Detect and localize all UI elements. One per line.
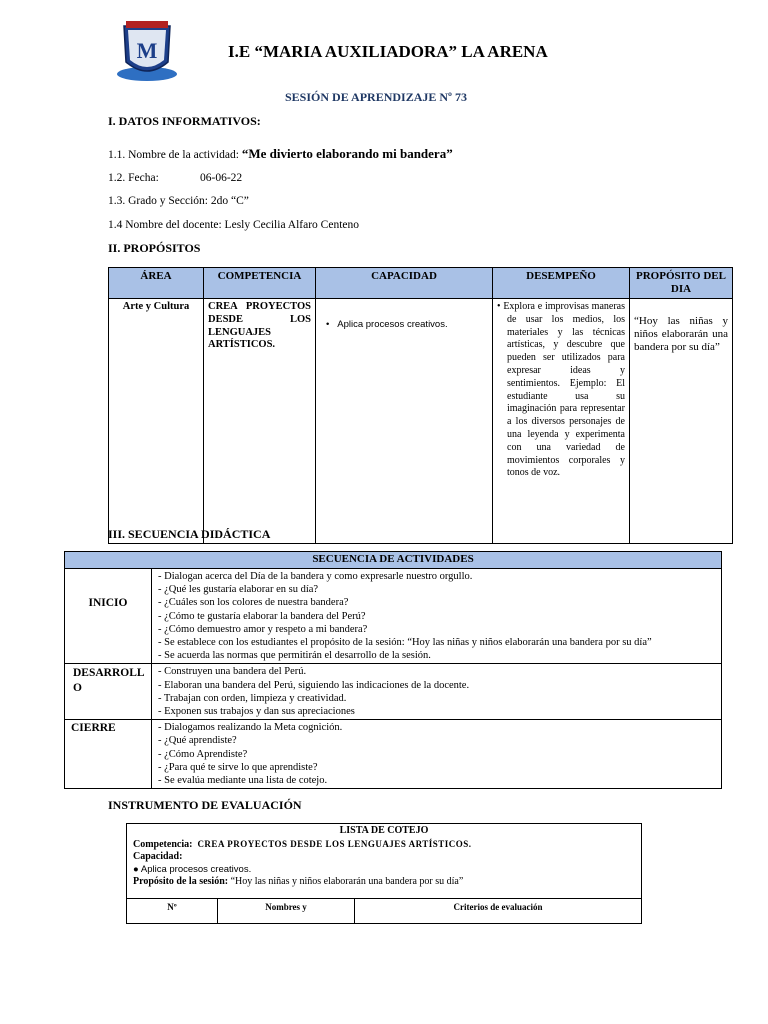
row-items-inicio <box>152 569 722 664</box>
bullet-icon: ● <box>133 863 141 875</box>
list-item: - Dialogamos realizando la Meta cognición. <box>158 722 343 734</box>
capacidad-value-line <box>133 864 635 877</box>
column-criterios: Criterios de evaluación <box>355 899 642 924</box>
list-item: - Se establece con los estudiantes el propósito de la sesión: “Hoy las niñas y niños elaborarán una bandera por su día” <box>158 637 652 649</box>
actividad-line <box>108 146 453 162</box>
competencia-cell: CREA PROYECTOS DESDE LOS LENGUAJES ARTÍSTICOS. <box>204 299 316 544</box>
row-label-desarrollo: DESARROLLO <box>65 664 152 720</box>
fecha-value: 06-06-22 <box>200 172 243 184</box>
datos-heading: I. DATOS INFORMATIVOS: <box>108 114 261 128</box>
list-item: - ¿Qué aprendiste? <box>158 735 237 747</box>
row-items-cierre <box>152 720 722 789</box>
row-label-cierre: CIERRE <box>65 720 152 789</box>
header-proposito: PROPÓSITO DEL DIA <box>630 268 733 299</box>
desempeno-text: Explora e improvisas maneras de usar los medios, los materiales y las técnicas artísticas, y descubre que pueden ser utilizados para expresar ideas y sentimientos. Ejemplo: El estudiante usa su imaginación para representar a los diversos personajes de una leyenda y experimenta con una variedad de movimientos corporales y tonos de voz. <box>503 301 625 479</box>
list-item: - Exponen sus trabajos y dan sus apreciaciones <box>158 706 355 718</box>
row-label-inicio: INICIO <box>65 569 152 664</box>
grado-line: 1.3. Grado y Sección: 2do “C” <box>108 195 249 207</box>
capacidad-cell <box>316 299 493 544</box>
secuencia-heading: III. SECUENCIA DIDÁCTICA <box>108 527 271 541</box>
capacidad-label: Capacidad: <box>133 851 183 862</box>
capacidad-text: Aplica procesos creativos. <box>337 319 448 330</box>
propositos-table <box>108 267 733 544</box>
list-item: - ¿Cómo Aprendiste? <box>158 748 248 760</box>
proposito-line <box>133 876 635 889</box>
list-item: - Dialogan acerca del Día de la bandera y como expresarle nuestro orgullo. <box>158 571 473 582</box>
header-competencia: COMPETENCIA <box>204 268 316 299</box>
list-item: - Se evalúa mediante una lista de cotejo. <box>158 775 328 787</box>
competencia-label: Competencia: <box>133 838 193 850</box>
svg-text:M: M <box>136 38 158 63</box>
school-title: I.E “MARIA AUXILIADORA” LA ARENA <box>228 42 548 61</box>
header-capacidad: CAPACIDAD <box>316 268 493 299</box>
row-items-desarrollo <box>152 664 722 720</box>
list-item: - ¿Cuáles son los colores de nuestra bandera? <box>158 597 349 609</box>
column-nombres: Nombres y <box>218 899 355 924</box>
list-item: - Trabajan con orden, limpieza y creatividad. <box>158 692 347 704</box>
header-desempeno: DESEMPEÑO <box>493 268 630 299</box>
lista-cotejo-info <box>127 824 642 899</box>
desempeno-cell <box>493 299 630 544</box>
proposito-value: “Hoy las niñas y niños elaborarán una bandera por su día” <box>230 876 464 887</box>
proposito-cell: “Hoy las niñas y niños elaborarán una bandera por su día” <box>630 299 733 544</box>
bullet-icon: • <box>497 301 504 312</box>
column-numero: Nº <box>127 899 218 924</box>
list-item: - ¿Cómo te gustaría elaborar la bandera del Perú? <box>158 610 366 622</box>
lista-cotejo-title: LISTA DE COTEJO <box>339 825 429 836</box>
actividad-label: 1.1. Nombre de la actividad: <box>108 149 239 161</box>
session-title: SESIÓN DE APRENDIZAJE Nº 73 <box>285 90 467 104</box>
secuencia-table-title: SECUENCIA DE ACTIVIDADES <box>65 552 722 569</box>
instrumento-heading: INSTRUMENTO DE EVALUACIÓN <box>108 798 302 812</box>
capacidad-line <box>133 851 635 864</box>
capacidad-value: Aplica procesos creativos. <box>140 863 252 875</box>
list-item: - Elaboran una bandera del Perú, siguiendo las indicaciones de la docente. <box>158 679 470 691</box>
lista-cotejo-table <box>126 823 642 924</box>
list-item: - ¿Qué les gustaría elaborar en su día? <box>158 584 319 596</box>
competencia-value: CREA PROYECTOS DESDE LOS LENGUAJES ARTÍSTICOS. <box>197 838 472 849</box>
list-item: - Construyen una bandera del Perú. <box>158 666 307 678</box>
proposito-label: Propósito de la sesión: <box>133 876 229 887</box>
propositos-heading: II. PROPÓSITOS <box>108 241 201 255</box>
actividad-value: “Me divierto elaborando mi bandera” <box>241 146 453 161</box>
competencia-line <box>133 838 635 852</box>
school-crest-icon <box>110 18 184 84</box>
list-item: - Se acuerda las normas que permitirán el desarrollo de la sesión. <box>158 650 431 662</box>
docente-line: 1.4 Nombre del docente: Lesly Cecilia Alfaro Centeno <box>108 219 360 231</box>
list-item: - ¿Cómo demuestro amor y respeto a mi bandera? <box>158 623 368 635</box>
fecha-label: 1.2. Fecha: <box>108 172 159 184</box>
header-area: ÁREA <box>109 268 204 299</box>
area-cell: Arte y Cultura <box>109 299 204 544</box>
school-logo <box>110 18 184 84</box>
bullet-icon: • <box>326 319 338 330</box>
secuencia-table <box>64 551 722 789</box>
list-item: - ¿Para qué te sirve lo que aprendiste? <box>158 761 318 773</box>
